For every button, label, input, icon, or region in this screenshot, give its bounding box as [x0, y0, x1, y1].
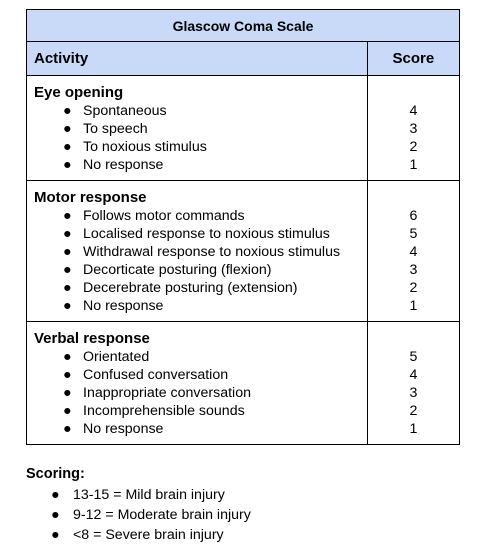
list-item [34, 207, 367, 225]
item-label: No response [83, 298, 164, 314]
bullet-icon: ● [63, 139, 72, 155]
section-title: Motor response [34, 189, 147, 206]
item-score: 4 [409, 367, 418, 383]
item-label: Confused conversation [83, 367, 229, 383]
section-title: Eye opening [34, 84, 124, 101]
item-label: Orientated [83, 349, 150, 365]
list-item [34, 366, 367, 384]
item-label: No response [83, 421, 164, 437]
section-score-cell [367, 181, 459, 322]
list-item [34, 420, 367, 438]
bullet-icon: ● [63, 262, 72, 278]
bullet-icon: ● [63, 121, 72, 137]
section-title: Verbal response [34, 330, 150, 347]
bullet-icon: ● [63, 244, 72, 260]
item-label: Withdrawal response to noxious stimulus [83, 244, 341, 260]
glasgow-coma-scale-table [26, 9, 460, 445]
table-title: Glascow Coma Scale [27, 10, 460, 42]
section-score-cell [367, 76, 459, 181]
section-activity-cell [27, 76, 368, 181]
bullet-icon: ● [63, 385, 72, 401]
item-label: Decerebrate posturing (extension) [83, 280, 298, 296]
list-item [34, 243, 367, 261]
list-item [34, 225, 367, 243]
section-row-eye-opening [27, 76, 460, 181]
item-score: 2 [409, 139, 418, 155]
item-score: 1 [409, 157, 418, 173]
item-label: To speech [83, 121, 148, 137]
item-score: 4 [409, 103, 418, 119]
activity-column-header: Activity [27, 42, 368, 76]
bullet-icon: ● [63, 157, 72, 173]
bullet-icon: ● [63, 421, 72, 437]
item-score: 5 [409, 226, 418, 242]
item-label: Inappropriate conversation [83, 385, 251, 401]
section-score-cell [367, 322, 459, 445]
list-item [34, 156, 367, 174]
scoring-legend [26, 465, 426, 545]
bullet-icon: ● [63, 208, 72, 224]
bullet-icon: ● [63, 298, 72, 314]
item-score: 5 [409, 349, 418, 365]
section-row-verbal-response [27, 322, 460, 445]
list-item [34, 279, 367, 297]
item-score: 3 [409, 121, 418, 137]
item-score: 2 [409, 280, 418, 296]
item-score: 1 [409, 298, 418, 314]
list-item [34, 138, 367, 156]
item-label: No response [83, 157, 164, 173]
list-item [34, 384, 367, 402]
scoring-title: Scoring: [26, 466, 85, 482]
list-item [34, 402, 367, 420]
item-label: Decorticate posturing (flexion) [83, 262, 272, 278]
scoring-label: 13-15 = Mild brain injury [73, 487, 225, 503]
list-item [26, 505, 426, 525]
bullet-icon: ● [63, 280, 72, 296]
list-item [34, 102, 367, 120]
item-score: 2 [409, 403, 418, 419]
scoring-label: <8 = Severe brain injury [73, 527, 224, 543]
list-item [34, 261, 367, 279]
item-score: 3 [409, 262, 418, 278]
bullet-icon: ● [51, 507, 60, 523]
item-label: To noxious stimulus [83, 139, 207, 155]
bullet-icon: ● [51, 527, 60, 543]
bullet-icon: ● [63, 403, 72, 419]
item-score: 1 [409, 421, 418, 437]
table-header-row [27, 42, 460, 76]
bullet-icon: ● [63, 226, 72, 242]
item-label: Incomprehensible sounds [83, 403, 245, 419]
list-item [26, 485, 426, 505]
section-activity-cell [27, 322, 368, 445]
list-item [34, 297, 367, 315]
item-score: 4 [409, 244, 418, 260]
item-label: Follows motor commands [83, 208, 245, 224]
item-score: 6 [409, 208, 418, 224]
bullet-icon: ● [51, 487, 60, 503]
item-score: 3 [409, 385, 418, 401]
list-item [34, 120, 367, 138]
section-row-motor-response [27, 181, 460, 322]
table-title-row [27, 10, 460, 42]
item-label: Spontaneous [83, 103, 167, 119]
bullet-icon: ● [63, 367, 72, 383]
list-item [26, 525, 426, 545]
list-item [34, 348, 367, 366]
bullet-icon: ● [63, 103, 72, 119]
score-column-header: Score [367, 42, 459, 76]
bullet-icon: ● [63, 349, 72, 365]
scoring-label: 9-12 = Moderate brain injury [73, 507, 251, 523]
section-activity-cell [27, 181, 368, 322]
item-label: Localised response to noxious stimulus [83, 226, 330, 242]
